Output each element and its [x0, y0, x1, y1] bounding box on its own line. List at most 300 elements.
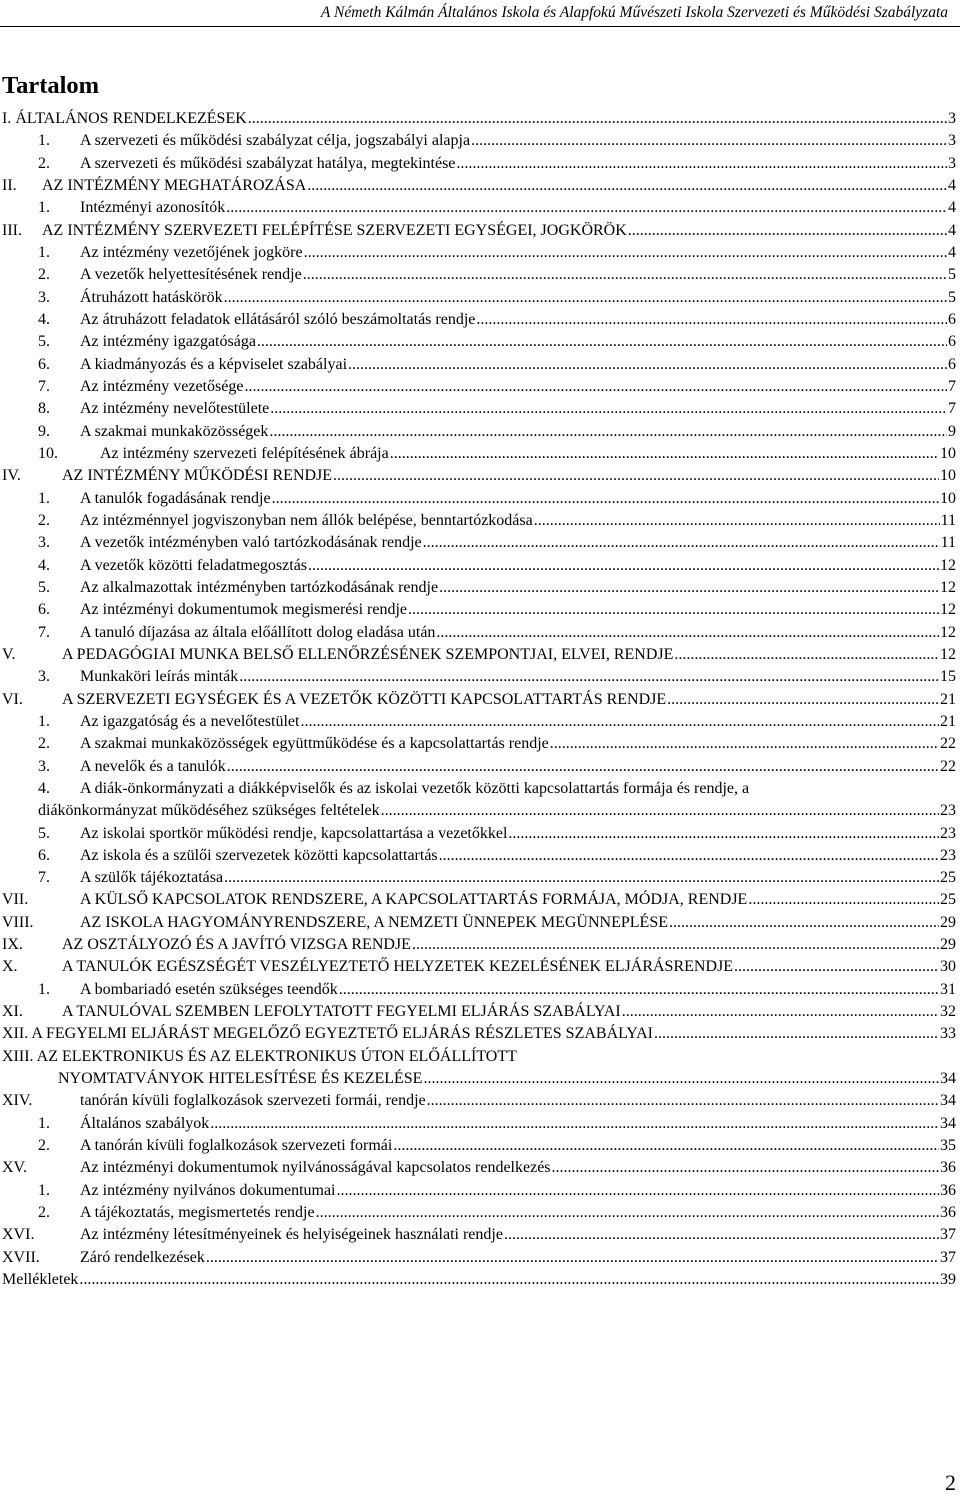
toc-entry-text: A PEDAGÓGIAI MUNKA BELSŐ ELLENŐRZÉSÉNEK SZEMPONTJAI, ELVEI, RENDJE [62, 645, 674, 663]
dot-leader [337, 1180, 940, 1202]
toc-entry-number: 1. [38, 712, 50, 730]
toc-entry[interactable] [0, 1224, 956, 1246]
toc-entry-label [80, 376, 956, 398]
toc-entry-page: 10 [940, 467, 956, 485]
toc-entry-label [80, 912, 956, 934]
toc-entry-number: 7. [38, 623, 50, 641]
toc-entry-page: 22 [940, 735, 956, 753]
toc-entry[interactable] [0, 331, 956, 353]
toc-entry-number: 1. [38, 1181, 50, 1199]
toc-entry-label [80, 264, 956, 286]
toc-entry-page: 12 [940, 578, 956, 596]
toc-entry-page: 32 [940, 1003, 956, 1021]
toc-entry-page: 21 [940, 712, 956, 730]
toc-entry-page: 29 [940, 936, 956, 954]
toc-entry-page: 11 [940, 534, 956, 552]
page-number: 2 [945, 1470, 956, 1495]
toc-entry-label [80, 153, 956, 175]
toc-entry-label [80, 823, 956, 845]
toc-entry-label [80, 711, 956, 733]
toc-entry-page: 3 [948, 154, 956, 172]
toc-entry-page: 22 [940, 757, 956, 775]
toc-entry[interactable] [0, 778, 956, 823]
toc-entry-label [80, 421, 956, 443]
dot-leader [476, 309, 947, 331]
toc-entry[interactable] [0, 912, 956, 934]
toc-entry-text: A nevelők és a tanulók [80, 757, 226, 775]
dot-leader [436, 622, 939, 644]
page-header [0, 0, 960, 27]
dot-leader [508, 823, 939, 845]
toc-entry[interactable] [0, 465, 956, 487]
toc-entry-number: II. [2, 176, 17, 194]
toc-entry-text: I. ÁLTALÁNOS RENDELKEZÉSEK [2, 110, 247, 127]
toc-entry-page: 37 [940, 1226, 956, 1244]
toc-entry-page: 21 [940, 690, 956, 708]
toc-entry-label [80, 867, 956, 889]
dot-leader [654, 1023, 939, 1045]
toc-entry-number: XVI. [2, 1226, 35, 1244]
dot-leader [239, 666, 939, 688]
toc-entry[interactable] [0, 733, 956, 755]
toc-entry[interactable] [0, 264, 956, 286]
toc-title: Tartalom [2, 72, 100, 99]
toc-entry[interactable] [0, 845, 956, 867]
dot-leader [248, 108, 947, 130]
toc-entry-number: 9. [38, 422, 50, 440]
toc-entry-text: tanórán kívüli foglalkozások szervezeti formái, rendje [80, 1092, 426, 1110]
toc-entry-number: 8. [38, 400, 50, 418]
toc-entry-label [80, 889, 956, 911]
toc-entry-page: 6 [948, 310, 956, 328]
toc-entry-label [80, 242, 956, 264]
toc-entry-text: AZ OSZTÁLYOZÓ ÉS A JAVÍTÓ VIZSGA RENDJE [62, 936, 411, 954]
toc-entry-page: 12 [940, 623, 956, 641]
toc-entry-label [80, 532, 956, 554]
toc-entry-number: 1. [38, 489, 50, 507]
toc-entry-label [80, 398, 956, 420]
toc-entry[interactable] [0, 1023, 956, 1045]
toc-entry-page: 37 [940, 1248, 956, 1266]
toc-entry-label [80, 331, 956, 353]
toc-entry[interactable] [0, 197, 956, 219]
toc-entry-text: Az intézmény szervezeti felépítésének ábrája [100, 444, 389, 462]
toc-entry-page: 12 [940, 601, 956, 619]
dot-leader [667, 689, 939, 711]
toc-entry-number: 7. [38, 377, 50, 395]
toc-entry-label [80, 1135, 956, 1157]
toc-entry[interactable] [0, 488, 956, 510]
toc-entry[interactable] [0, 287, 956, 309]
toc-entry[interactable] [0, 934, 956, 956]
toc-entry-page: 4 [948, 176, 956, 194]
toc-entry-text: Az intézmény vezetősége [80, 377, 244, 395]
toc-entry-label [2, 1023, 956, 1045]
toc-entry-page: 34 [940, 1092, 956, 1110]
toc-entry-label [80, 845, 956, 867]
toc-entry-number: 10. [38, 444, 58, 462]
toc-entry-text: A vezetők közötti feladatmegosztás [80, 556, 308, 574]
toc-entry-number: 4. [38, 310, 50, 328]
toc-entry-number: 1. [38, 980, 50, 998]
toc-entry[interactable] [0, 1046, 956, 1091]
toc-entry-label [80, 666, 956, 688]
dot-leader [439, 577, 939, 599]
toc-entry[interactable] [0, 1202, 956, 1224]
toc-entry-number: VIII. [2, 913, 34, 931]
toc-entry-text: A tanórán kívüli foglalkozások szervezeti formái [80, 1137, 393, 1155]
dot-leader [333, 465, 939, 487]
toc-entry-page: 36 [940, 1204, 956, 1222]
dot-leader [439, 845, 939, 867]
toc-entry-page: 12 [940, 645, 956, 663]
toc-entry-text: A KÜLSŐ KAPCSOLATOK RENDSZERE, A KAPCSOLATTARTÁS FORMÁJA, MÓDJA, RENDJE [80, 891, 748, 909]
toc-entry-number: 5. [38, 333, 50, 351]
toc-entry-number: IV. [2, 467, 21, 485]
toc-entry-label [80, 287, 956, 309]
toc-entry-text: Általános szabályok [80, 1114, 210, 1132]
toc-entry-text: A diák-önkormányzati a diákképviselők és az iskolai vezetők közötti kapcsolattartás formája és rendje, a [80, 779, 750, 797]
toc-entry[interactable] [0, 376, 956, 398]
toc-entry-page: 4 [948, 199, 956, 217]
toc-entry[interactable] [0, 130, 956, 152]
toc-entry-number: 3. [38, 534, 50, 552]
toc-entry-text: Az intézmény nevelőtestülete [80, 400, 270, 418]
toc-entry-number: 4. [38, 556, 50, 574]
toc-entry-number: XVII. [2, 1248, 40, 1266]
dot-leader [674, 644, 939, 666]
toc-entry-label [2, 1269, 956, 1291]
toc-entry-number: 7. [38, 869, 50, 887]
toc-entry-page: 7 [948, 400, 956, 418]
toc-entry-text: Az alkalmazottak intézményben tartózkodásának rendje [80, 578, 439, 596]
dot-leader [272, 488, 939, 510]
toc-entry-number: 1. [38, 199, 50, 217]
toc-entry-label [62, 934, 956, 956]
toc-entry[interactable] [0, 1157, 956, 1179]
toc-entry-text: A szülők tájékoztatása [80, 869, 224, 887]
toc-entry-number: VII. [2, 891, 29, 909]
toc-entry-text: A TANULÓVAL SZEMBEN LEFOLYTATOTT FEGYELMI ELJÁRÁS SZABÁLYAI [62, 1003, 621, 1021]
dot-leader [303, 264, 947, 286]
toc-entry[interactable] [0, 889, 956, 911]
toc-entry[interactable] [0, 354, 956, 376]
toc-entry-label [80, 756, 956, 778]
dot-leader [308, 555, 939, 577]
toc-entry-number: VI. [2, 690, 23, 708]
toc-entry[interactable] [0, 398, 956, 420]
toc-entry-label [2, 1046, 956, 1090]
toc-entry[interactable] [0, 175, 956, 197]
dot-leader [206, 1247, 939, 1269]
toc-entry-text: A szervezeti és működési szabályzat célja, jogszabályi alapja [80, 132, 471, 150]
toc-entry-number: IX. [2, 936, 23, 954]
dot-leader [504, 1224, 939, 1246]
toc-entry-text: A TANULÓK EGÉSZSÉGÉT VESZÉLYEZTETŐ HELYZETEK KEZELÉSÉNEK ELJÁRÁSRENDJE [62, 958, 733, 976]
toc-entry-text: Az igazgatóság és a nevelőtestület [80, 712, 300, 730]
toc-entry-number: XV. [2, 1159, 28, 1177]
dot-leader [628, 220, 947, 242]
toc-entry[interactable] [0, 443, 956, 465]
toc-entry[interactable] [0, 979, 956, 1001]
dot-leader [408, 599, 939, 621]
toc-entry-page: 6 [948, 355, 956, 373]
toc-entry-number: 2. [38, 1137, 50, 1155]
toc-entry-label [62, 956, 956, 978]
toc-entry-text: Átruházott hatáskörök [80, 288, 223, 306]
toc-entry-page: 36 [940, 1159, 956, 1177]
toc-entry-text: A bombariadó esetén szükséges teendők [80, 980, 338, 998]
toc-entry-page: 25 [940, 891, 956, 909]
toc-entry-number: 3. [38, 757, 50, 775]
toc-entry-page: 29 [940, 913, 956, 931]
toc-entry[interactable] [0, 1135, 956, 1157]
dot-leader [307, 175, 947, 197]
toc-entry-page: 15 [940, 668, 956, 686]
toc-entry-label [80, 197, 956, 219]
dot-leader [257, 331, 947, 353]
dot-leader [339, 979, 939, 1001]
toc-entry-page: 5 [948, 266, 956, 284]
dot-leader [552, 1157, 939, 1179]
toc-entry[interactable] [0, 599, 956, 621]
header-rule [0, 26, 960, 27]
toc-entry-text: Munkaköri leírás minták [80, 668, 239, 686]
toc-entry-label [80, 599, 956, 621]
toc-entry-page: 35 [940, 1137, 956, 1155]
toc-entry-page: 12 [940, 556, 956, 574]
table-of-contents [0, 108, 956, 1291]
toc-entry-number: 2. [38, 266, 50, 284]
toc-entry[interactable] [0, 1113, 956, 1135]
dot-leader [390, 443, 939, 465]
toc-entry[interactable] [0, 689, 956, 711]
toc-entry-page: 10 [940, 489, 956, 507]
toc-entry-text: Az intézmény igazgatósága [80, 333, 256, 351]
dot-leader [669, 912, 939, 934]
dot-leader [210, 1113, 939, 1135]
toc-entry[interactable] [0, 622, 956, 644]
toc-entry-label [80, 979, 956, 1001]
toc-entry-page: 23 [940, 824, 956, 842]
toc-entry-text: Az intézményi dokumentumok nyilvánosságával kapcsolatos rendelkezés [80, 1159, 551, 1177]
toc-entry-page: 36 [940, 1181, 956, 1199]
toc-entry[interactable] [0, 666, 956, 688]
dot-leader [471, 130, 947, 152]
toc-entry[interactable] [0, 644, 956, 666]
header-text: A Németh Kálmán Általános Iskola és Alapfokú Művészeti Iskola Szervezeti és Működési Szabályzata [320, 4, 948, 21]
dot-leader [227, 756, 939, 778]
toc-entry-text: Mellékletek [2, 1271, 79, 1289]
dot-leader [79, 1269, 939, 1291]
dot-leader [423, 1068, 939, 1090]
toc-entry[interactable] [0, 577, 956, 599]
toc-entry[interactable] [0, 711, 956, 733]
dot-leader [381, 800, 939, 822]
toc-entry-text: A SZERVEZETI EGYSÉGEK ÉS A VEZETŐK KÖZÖTTI KAPCSOLATTARTÁS RENDJE [62, 690, 667, 708]
toc-entry[interactable] [0, 956, 956, 978]
toc-entry-text: A szervezeti és működési szabályzat hatálya, megtekintése [80, 154, 456, 172]
toc-entry-page: 7 [948, 377, 956, 395]
toc-entry[interactable] [0, 1247, 956, 1269]
toc-entry[interactable] [0, 510, 956, 532]
toc-entry-page: 3 [948, 132, 956, 150]
toc-entry-text: XII. A FEGYELMI ELJÁRÁST MEGELŐZŐ EGYEZTETŐ ELJÁRÁS RÉSZLETES SZABÁLYAI [2, 1025, 653, 1043]
toc-entry-text: Az iskolai sportkör működési rendje, kapcsolattartása a vezetőkkel [80, 824, 508, 842]
dot-leader [269, 421, 947, 443]
toc-entry-label [80, 622, 956, 644]
toc-entry[interactable] [0, 1269, 956, 1291]
toc-entry-text: Az intézménnyel jogviszonyban nem állók belépése, benntartózkodása [80, 511, 533, 529]
toc-entry-page: 33 [940, 1025, 956, 1043]
toc-entry-number: 1. [38, 132, 50, 150]
toc-entry-label [2, 108, 956, 130]
toc-entry-label [80, 130, 956, 152]
dot-leader [300, 711, 939, 733]
toc-entry-text: Az intézmény nyilvános dokumentumai [80, 1181, 336, 1199]
toc-entry-text: Az átruházott feladatok ellátásáról szóló beszámoltatás rendje [80, 310, 476, 328]
toc-entry[interactable] [0, 421, 956, 443]
toc-entry[interactable] [0, 532, 956, 554]
toc-entry-text: A vezetők intézményben való tartózkodásának rendje [80, 534, 422, 552]
toc-entry-label [80, 1113, 956, 1135]
toc-entry-number: 3. [38, 668, 50, 686]
toc-entry-text: XIII. AZ ELEKTRONIKUS ÉS AZ ELEKTRONIKUS ÚTON ELŐÁLLÍTOTT [2, 1047, 517, 1065]
toc-entry-label [80, 1090, 956, 1112]
toc-entry[interactable] [0, 1090, 956, 1112]
toc-entry-label [80, 555, 956, 577]
toc-entry-text: A szakmai munkaközösségek együttműködése és a kapcsolattartás rendje [80, 735, 549, 753]
toc-entry-text: A kiadmányozás és a képviselet szabályai [80, 355, 348, 373]
dot-leader [427, 1090, 939, 1112]
toc-entry-number: 1. [38, 243, 50, 261]
dot-leader [348, 354, 947, 376]
toc-entry-number: 6. [38, 846, 50, 864]
toc-entry-text: A tanulók fogadásának rendje [80, 489, 271, 507]
dot-leader [456, 153, 947, 175]
toc-entry-text: A vezetők helyettesítésének rendje [80, 266, 302, 284]
toc-entry-text: Záró rendelkezések [80, 1248, 205, 1266]
dot-leader [224, 867, 939, 889]
toc-entry-label [62, 465, 956, 487]
toc-entry-text: Az intézményi dokumentumok megismerési rendje [80, 601, 408, 619]
toc-entry[interactable] [0, 153, 956, 175]
toc-entry[interactable] [0, 555, 956, 577]
toc-entry-number: 2. [38, 1204, 50, 1222]
dot-leader [244, 376, 947, 398]
toc-entry-label [80, 1157, 956, 1179]
dot-leader [622, 1001, 939, 1023]
toc-entry-text: AZ INTÉZMÉNY MEGHATÁROZÁSA [42, 176, 307, 194]
toc-entry[interactable] [0, 756, 956, 778]
toc-entry-label [80, 1224, 956, 1246]
dot-leader [393, 1135, 939, 1157]
toc-entry-text: A tájékoztatás, megismertetés rendje [80, 1204, 315, 1222]
toc-entry-text: AZ INTÉZMÉNY MŰKÖDÉSI RENDJE [62, 467, 333, 485]
toc-entry-text: Az intézmény létesítményeinek és helyiségeinek használati rendje [80, 1226, 503, 1244]
toc-entry-number: 1. [38, 1114, 50, 1132]
toc-entry[interactable] [0, 108, 956, 130]
dot-leader [423, 532, 940, 554]
dot-leader [550, 733, 939, 755]
toc-entry-number: 5. [38, 824, 50, 842]
toc-entry-number: 2. [38, 154, 50, 172]
toc-entry-label [42, 220, 956, 242]
toc-entry-text: Az intézmény vezetőjének jogköre [80, 243, 303, 261]
toc-entry-page: 30 [940, 958, 956, 976]
toc-entry-text: A szakmai munkaközösségek [80, 422, 269, 440]
toc-entry[interactable] [0, 220, 956, 242]
toc-entry-text: Az iskola és a szülői szervezetek közötti kapcsolattartás [80, 846, 438, 864]
toc-entry[interactable] [0, 309, 956, 331]
toc-entry-page: 11 [940, 511, 956, 529]
toc-entry-page: 9 [948, 422, 956, 440]
toc-entry-label [80, 733, 956, 755]
toc-entry-label [80, 577, 956, 599]
dot-leader [316, 1202, 939, 1224]
dot-leader [226, 197, 947, 219]
toc-entry-number: 2. [38, 735, 50, 753]
dot-leader [734, 956, 939, 978]
toc-entry-page: 4 [948, 221, 956, 239]
toc-entry-number: XIV. [2, 1092, 33, 1110]
toc-entry-label [38, 778, 956, 822]
toc-entry[interactable] [0, 823, 956, 845]
toc-entry-number: 2. [38, 511, 50, 529]
toc-entry-page: 39 [940, 1271, 956, 1289]
toc-entry-label [42, 175, 956, 197]
toc-entry-number: 6. [38, 601, 50, 619]
toc-entry-label [80, 1180, 956, 1202]
toc-entry-number: 4. [38, 779, 50, 797]
toc-entry-page: 3 [948, 110, 956, 127]
toc-entry-number: III. [2, 221, 22, 239]
toc-entry-page: 10 [940, 444, 956, 462]
toc-entry-number: 3. [38, 288, 50, 306]
toc-entry-text: Intézményi azonosítók [80, 199, 226, 217]
toc-entry-label [80, 1247, 956, 1269]
toc-entry-label [80, 510, 956, 532]
toc-entry-page: 34 [940, 1069, 956, 1087]
toc-entry-page: 34 [940, 1114, 956, 1132]
toc-entry-page: 23 [940, 801, 956, 819]
toc-entry-page: 6 [948, 333, 956, 351]
dot-leader [748, 889, 939, 911]
toc-entry-text-continued: diákönkormányzat működéséhez szükséges feltételek [38, 801, 380, 819]
toc-entry-label [80, 354, 956, 376]
dot-leader [304, 242, 947, 264]
toc-entry-label [62, 1001, 956, 1023]
toc-entry-number: 6. [38, 355, 50, 373]
toc-entry-label [80, 1202, 956, 1224]
toc-entry-label [80, 488, 956, 510]
toc-entry-text-continued: NYOMTATVÁNYOK HITELESÍTÉSE ÉS KEZELÉSE [58, 1069, 423, 1087]
toc-entry[interactable] [0, 867, 956, 889]
toc-entry-page: 5 [948, 288, 956, 306]
toc-entry-number: V. [2, 645, 16, 663]
toc-entry[interactable] [0, 1001, 956, 1023]
dot-leader [412, 934, 939, 956]
toc-entry[interactable] [0, 242, 956, 264]
toc-entry-page: 31 [940, 980, 956, 998]
toc-entry-number: XI. [2, 1003, 23, 1021]
toc-entry-page: 23 [940, 846, 956, 864]
dot-leader [224, 287, 947, 309]
toc-entry[interactable] [0, 1180, 956, 1202]
toc-entry-label [62, 689, 956, 711]
toc-entry-page: 4 [948, 243, 956, 261]
toc-entry-text: AZ INTÉZMÉNY SZERVEZETI FELÉPÍTÉSE SZERVEZETI EGYSÉGEI, JOGKÖRÖK [42, 221, 627, 239]
